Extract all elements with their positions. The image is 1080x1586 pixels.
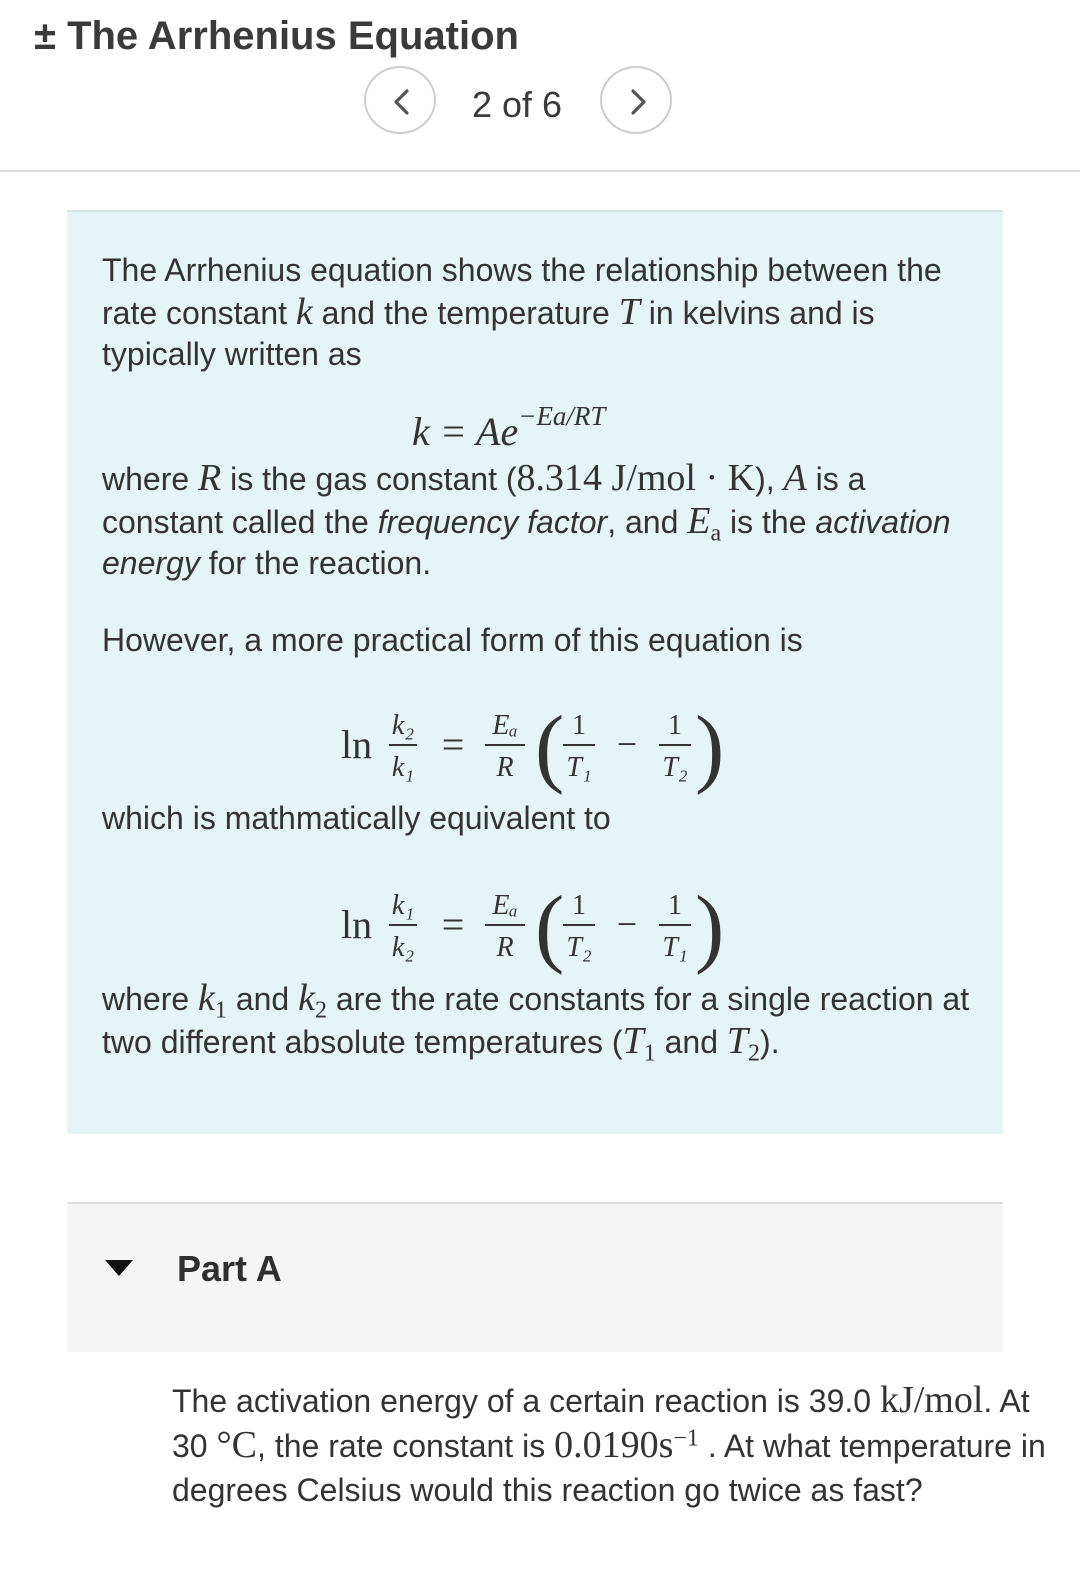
intro-paragraph-4: which is mathmatically equivalent to	[102, 800, 611, 836]
math-A: A	[783, 457, 807, 499]
text: and the temperature	[312, 294, 619, 331]
text: . At 30	[172, 1383, 1030, 1464]
eq-numerator: k₂	[391, 710, 415, 741]
equation-exponent: −Ea/RT	[518, 401, 606, 431]
math-T: T	[622, 1019, 644, 1062]
eq-ln: ln	[341, 902, 373, 947]
text: is the gas constant (	[221, 461, 517, 497]
chevron-right-icon	[624, 88, 652, 116]
chevron-left-icon	[388, 88, 416, 116]
eq-denominator: T₂	[662, 752, 688, 783]
arrhenius-equation	[412, 401, 606, 455]
text: is a constant called the	[102, 461, 866, 540]
math-k: k	[298, 977, 315, 1019]
eq-equals: =	[441, 902, 465, 947]
eq-ln: ln	[341, 722, 373, 767]
eq-numerator: 1	[668, 710, 682, 741]
math-R: R	[198, 457, 222, 499]
frequency-factor-term: frequency factor	[377, 503, 608, 540]
text: . At what temperature in degrees Celsius would this reaction go twice as fast?	[172, 1428, 1046, 1508]
math-T: T	[726, 1019, 749, 1062]
equivalent-form-equation	[327, 872, 747, 982]
intro-paragraph-1	[102, 250, 972, 376]
math-E: E	[687, 499, 711, 542]
eq-right-paren: )	[695, 699, 725, 796]
intro-paragraph-3: However, a more practical form of this equation is	[102, 622, 803, 658]
math-sub: 1	[643, 1039, 656, 1066]
eq-equals: =	[441, 722, 465, 767]
practical-form-equation	[327, 692, 747, 802]
eq-numerator: k₁	[391, 890, 415, 921]
unit-kj-mol: kJ/mol	[879, 1379, 984, 1421]
rate-constant-value: 0.0190s	[554, 1424, 674, 1466]
text: ).	[760, 1023, 780, 1060]
part-a-question	[172, 1378, 1052, 1512]
gas-constant-value: 8.314 J/mol · K	[516, 457, 756, 499]
math-k: k	[198, 977, 215, 1019]
eq-right-paren: )	[695, 879, 725, 976]
eq-minus: −	[616, 724, 638, 764]
text: and	[655, 1023, 727, 1060]
eq-numerator: 1	[668, 890, 682, 921]
text: The activation energy of a certain reaction is 39.0	[172, 1383, 880, 1419]
eq-denominator: R	[496, 932, 514, 963]
page-title: ± The Arrhenius Equation	[34, 14, 519, 58]
rate-exponent: −1	[673, 1425, 699, 1452]
text: The Arrhenius equation shows the relationship between the rate constant	[102, 252, 942, 331]
text: where	[102, 981, 199, 1017]
activation-energy-term: activation energy	[102, 503, 951, 581]
eq-numerator: Eₐ	[492, 710, 518, 741]
part-a-label: Part A	[177, 1248, 282, 1289]
page-counter: 2 of 6	[472, 84, 563, 125]
eq-numerator: 1	[572, 710, 586, 741]
math-sub: 1	[214, 997, 227, 1024]
unit-celsius: °C	[216, 1424, 258, 1466]
text: in kelvins and is typically written as	[102, 294, 875, 372]
eq-denominator: T₁	[566, 752, 592, 783]
text: , and	[607, 503, 688, 540]
equation-base: k = Ae	[412, 409, 519, 454]
intro-paragraph-2	[102, 458, 972, 585]
previous-button[interactable]	[364, 66, 436, 134]
text: are the rate constants for a single reaction at two different absolute temperatures (	[102, 981, 970, 1060]
text: , the rate constant is	[257, 1428, 555, 1464]
math-sub-a: a	[710, 519, 722, 546]
caret-down-icon	[105, 1258, 133, 1278]
eq-denominator: T₁	[662, 932, 688, 963]
eq-minus: −	[616, 904, 638, 944]
eq-numerator: 1	[572, 890, 586, 921]
part-a-header[interactable]	[67, 1202, 1003, 1352]
text: is the	[721, 503, 816, 540]
math-sub: 2	[314, 997, 327, 1024]
text: and	[226, 981, 299, 1017]
eq-numerator: Eₐ	[492, 890, 518, 921]
header	[0, 0, 1080, 172]
text: ),	[755, 461, 784, 497]
next-button[interactable]	[600, 66, 672, 134]
text: for the reaction.	[199, 545, 432, 581]
eq-denominator: R	[496, 752, 514, 783]
math-T: T	[618, 290, 640, 333]
math-sub: 2	[748, 1039, 761, 1066]
math-k: k	[295, 290, 313, 333]
eq-denominator: T₂	[566, 932, 592, 963]
eq-left-paren: (	[535, 699, 565, 796]
eq-left-paren: (	[535, 879, 565, 976]
text: where	[102, 461, 199, 497]
intro-paragraph-5	[102, 977, 972, 1066]
intro-panel	[67, 210, 1003, 1134]
eq-denominator: k₁	[391, 752, 415, 783]
eq-denominator: k₂	[391, 932, 415, 963]
